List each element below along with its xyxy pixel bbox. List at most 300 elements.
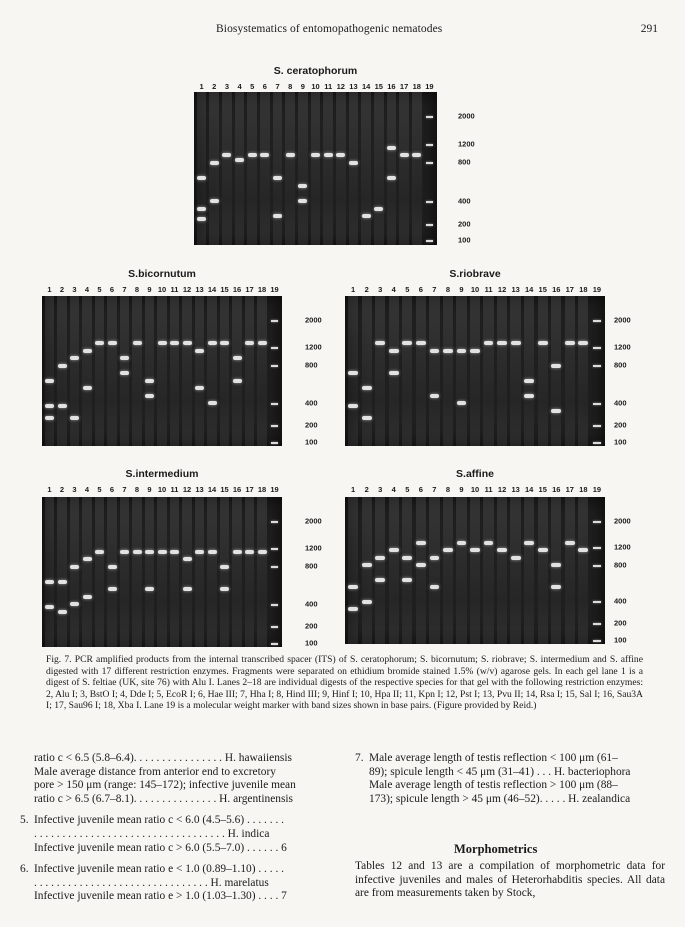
lane-number: 1 [199, 82, 204, 91]
lane-number: 10 [157, 285, 167, 294]
size-marker-label: 2000 [305, 315, 322, 325]
lane-number: 6 [109, 485, 115, 494]
gel-band [245, 341, 254, 345]
lane-number: 15 [374, 82, 383, 91]
gel-band [45, 416, 54, 420]
gel-band [470, 548, 480, 552]
gel-lane [220, 296, 230, 446]
gel-lane [551, 296, 561, 446]
lane-number: 6 [109, 285, 115, 294]
lane-number: 2 [364, 485, 369, 494]
gel-lane [232, 296, 242, 446]
lane-number: 12 [336, 82, 345, 91]
marker-band [593, 425, 601, 427]
gel-band [210, 199, 219, 203]
gel-lane [387, 92, 397, 245]
gel-lane [195, 296, 205, 446]
gel-lane [45, 296, 55, 446]
size-marker-label: 1200 [614, 542, 631, 552]
gel-lane [132, 296, 142, 446]
gel-band [95, 550, 104, 554]
lane-number: 7 [432, 485, 437, 494]
lane-number: 8 [134, 485, 140, 494]
lane-number: 19 [270, 285, 279, 294]
size-marker-label: 100 [614, 437, 627, 446]
lane-number: 18 [579, 285, 588, 294]
marker-band [271, 442, 278, 444]
gel-lane [443, 497, 453, 644]
gel-band [258, 550, 267, 554]
gel-lane [336, 92, 346, 245]
gel-band [402, 556, 412, 560]
gel-band [45, 404, 54, 408]
lane-number: 17 [245, 485, 254, 494]
gel-band [362, 214, 371, 218]
lane-number: 10 [470, 285, 480, 294]
gel-band [222, 153, 231, 157]
gel-band [95, 341, 104, 345]
gel-band [120, 371, 129, 375]
gel-band [58, 404, 67, 408]
gel-band [484, 341, 494, 345]
lane-number: 5 [97, 285, 102, 294]
lane-number: 18 [257, 485, 267, 494]
size-marker-label: 2000 [614, 516, 631, 526]
gel-lane [510, 497, 520, 644]
lane-number: 7 [432, 285, 437, 294]
gel-lane [524, 497, 534, 644]
lane-number: 8 [134, 285, 140, 294]
lane-number: 9 [459, 285, 464, 294]
lane-number: 17 [565, 285, 574, 294]
gel-lane [429, 497, 439, 644]
gel-band [470, 349, 480, 353]
gel-lane [145, 497, 155, 647]
marker-band [426, 144, 433, 146]
figure-caption: Fig. 7. PCR amplified products from the internal transcribed spacer (ITS) of S. ceratophorum; S. bicornutum; S. riobrave; S. intermedium and S. affine digested with 17 different restriction enzymes. Fragments were separated on ethidium bromide stained 1.5% (w/v) agarose gels. In each gel lane 1 is a digest of S. feltiae (UK, site 76) with Alu I. Lanes 2–18 are individual digests of the respective species for that gel with the following restriction enzymes: 2, Alu I; 3, BstO I; 4, Dde I; 5, EcoR I; 6, Hae III; 7, Hha I; 8, Hind III; 9, Hinf I; 10, Hpa II; 11, Kpn I; 12, Pst I; 13, Pvu II; 14, Rsa I; 15, Sal I; 16, Sau3A I; 17, Sau96 I; 18, Xba I. Lane 19 is a molecular weight marker with band sizes shown in base pairs. (Figure provided by Reid.) [46, 654, 643, 712]
gel-lane [470, 296, 480, 446]
key-line: Infective juvenile mean ratio c > 6.0 (5.5–7.0) . . . . . . 6 [34, 841, 287, 854]
gel-lane [497, 296, 507, 446]
gel-band [220, 341, 229, 345]
key-line: Infective juvenile mean ratio e < 1.0 (0.89–1.10) . . . . . [34, 863, 284, 876]
key-line: ratio c < 6.5 (5.8–6.4). . . . . . . . . . . . . . . . H. hawaiiensis [34, 752, 292, 764]
gel-band [416, 563, 426, 567]
key-couplet-5 [20, 814, 355, 828]
gel-lane [362, 497, 372, 644]
gel-lane [157, 497, 167, 647]
marker-band [271, 320, 278, 322]
lane-number: 5 [405, 285, 410, 294]
lane-number: 11 [324, 82, 333, 91]
marker-band [593, 403, 601, 405]
gel-lane [374, 92, 384, 245]
gel-band [197, 207, 206, 211]
lane-numbers [194, 82, 437, 92]
gel-band [416, 341, 426, 345]
gel-band [197, 217, 206, 221]
gel-band [375, 556, 385, 560]
lane-number: 8 [445, 285, 450, 294]
gel-band [538, 548, 548, 552]
key-couplet-7 [355, 752, 665, 766]
gel-band [551, 364, 561, 368]
gel-band [273, 176, 282, 180]
lane-number: 16 [552, 285, 561, 294]
gel-lane [578, 296, 588, 446]
gel-band [83, 349, 92, 353]
lane-number: 12 [182, 485, 192, 494]
gel-band [497, 548, 507, 552]
gel-band [565, 541, 575, 545]
panel-title: S.bicornutum [128, 268, 196, 280]
size-marker-label: 400 [458, 196, 471, 206]
gel-lane [182, 497, 192, 647]
couplet-number: 5. [20, 814, 29, 827]
lane-numbers [345, 285, 605, 295]
lane-number: 5 [405, 485, 410, 494]
couplet-number: 6. [20, 863, 29, 876]
lane-number: 13 [349, 82, 358, 91]
gel-lane [389, 497, 399, 644]
gel-band [389, 548, 399, 552]
lane-number: 7 [122, 285, 127, 294]
lane-number: 1 [351, 485, 356, 494]
lane-number: 13 [511, 485, 520, 494]
gel-lane [578, 497, 588, 644]
gel-band [158, 341, 167, 345]
gel-band [120, 356, 129, 360]
gel-lane [456, 296, 466, 446]
lane-number: 9 [300, 82, 305, 91]
gel-band [70, 356, 79, 360]
size-marker-label: 800 [458, 157, 471, 167]
lane-number: 6 [418, 485, 423, 494]
lane-number: 14 [207, 485, 217, 494]
section-title: Morphometrics [454, 842, 538, 856]
gel-band [511, 556, 521, 560]
gel-lane [285, 92, 295, 245]
key-line: Infective juvenile mean ratio e > 1.0 (1.03–1.30) . . . . 7 [34, 890, 287, 903]
gel-lane [257, 497, 267, 647]
gel-lane [170, 296, 180, 446]
gel-lane [220, 497, 230, 647]
gel-band [183, 557, 192, 561]
gel-band [511, 341, 521, 345]
gel-band [70, 565, 79, 569]
lane-number: 13 [511, 285, 520, 294]
gel-lane [298, 92, 308, 245]
gel-band [551, 585, 561, 589]
gel-band [195, 550, 204, 554]
gel-band [443, 548, 453, 552]
gel-band [430, 556, 440, 560]
lane-number: 4 [391, 485, 396, 494]
lane-number: 4 [84, 285, 90, 294]
section-paragraph: Tables 12 and 13 are a compilation of morphometric data for infective juveniles and males of Heterorhabditis species. All data are from measurements taken by Stock, [355, 860, 665, 900]
gel-lane [157, 296, 167, 446]
gel-lane [348, 497, 358, 644]
lane-number: 15 [220, 485, 229, 494]
key-line: . . . . . . . . . . . . . . . . . . . . . . . . . . . . . . . . . . H. indica [34, 827, 270, 840]
gel-band [120, 550, 129, 554]
panel-title: S. ceratophorum [273, 65, 358, 77]
lane-number: 15 [220, 285, 229, 294]
key-line: 89); spicule length < 45 μm (31–41) . . . H. bacteriophora [369, 765, 631, 778]
gel-lane [311, 92, 321, 245]
gel-band [348, 371, 358, 375]
gel-band [565, 341, 575, 345]
lane-number: 5 [250, 82, 255, 91]
lane-numbers [42, 285, 282, 295]
size-marker-label: 200 [614, 618, 627, 628]
lane-number: 4 [391, 285, 396, 294]
gel-lane [443, 296, 453, 446]
marker-band [426, 201, 433, 203]
lane-number: 16 [552, 485, 561, 494]
size-marker-label: 800 [614, 360, 627, 370]
gel-band [233, 550, 242, 554]
gel-lane [565, 296, 575, 446]
gel-band [83, 595, 92, 599]
lane-number: 9 [147, 485, 152, 494]
page-number: 291 [640, 23, 658, 35]
lane-number: 15 [538, 485, 547, 494]
lane-number: 8 [288, 82, 293, 91]
gel-lane [70, 497, 80, 647]
gel-lane [95, 296, 105, 446]
marker-band [271, 643, 278, 645]
gel-band [220, 587, 229, 591]
lane-number: 3 [72, 285, 77, 294]
gel-band [286, 153, 295, 157]
lane-number: 18 [412, 82, 421, 91]
lane-number: 11 [170, 285, 179, 294]
size-marker-label: 1200 [305, 342, 322, 352]
size-marker-label: 400 [614, 398, 627, 407]
gel-band [443, 349, 453, 353]
marker-band [593, 320, 601, 322]
gel-band [457, 401, 467, 405]
gel-band [83, 557, 92, 561]
lane-number: 19 [592, 485, 602, 494]
lane-number: 17 [565, 485, 574, 494]
lane-number: 4 [84, 485, 90, 494]
gel-lane [429, 296, 439, 446]
gel-lane [349, 92, 359, 245]
lane-number: 10 [311, 82, 320, 91]
gel-band [524, 394, 534, 398]
gel-band [195, 349, 204, 353]
gel-band [298, 184, 307, 188]
gel-band [183, 341, 192, 345]
gel-lane [82, 296, 92, 446]
gel-lane [95, 497, 105, 647]
gel-lane [412, 92, 422, 245]
gel-lane [565, 497, 575, 644]
gel-band [412, 153, 421, 157]
gel-lane [245, 497, 255, 647]
gel-band [45, 605, 54, 609]
lane-number: 18 [257, 285, 267, 294]
lane-number: 3 [72, 485, 77, 494]
key-line: Male average length of testis reflection < 100 μm (61– [369, 752, 618, 764]
gel-lane [222, 92, 232, 245]
gel-lane [551, 497, 561, 644]
gel-lane [273, 92, 283, 245]
size-marker-label: 1200 [305, 543, 322, 553]
gel-band [375, 578, 385, 582]
size-marker-label: 100 [458, 235, 471, 245]
gel-band [402, 341, 412, 345]
lane-number: 2 [364, 285, 369, 294]
gel-band [551, 563, 561, 567]
gel-lane [416, 497, 426, 644]
gel-band [324, 153, 333, 157]
gel-band [578, 548, 588, 552]
gel-band [400, 153, 409, 157]
marker-band [271, 365, 278, 367]
lane-number: 8 [445, 485, 450, 494]
lane-number: 16 [232, 485, 242, 494]
lane-number: 9 [147, 285, 152, 294]
lane-number: 12 [497, 285, 507, 294]
gel-lane [257, 296, 267, 446]
lane-number: 17 [399, 82, 409, 91]
gel-lane [57, 296, 67, 446]
gel-band [362, 563, 372, 567]
lane-number: 14 [361, 82, 371, 91]
size-marker-label: 800 [305, 360, 318, 370]
lane-number: 17 [245, 285, 254, 294]
gel-band [484, 541, 494, 545]
lane-number: 18 [579, 485, 588, 494]
gel-band [183, 587, 192, 591]
marker-band [593, 601, 601, 603]
gel-lane [538, 296, 548, 446]
lane-number: 10 [157, 485, 167, 494]
gel-band [208, 550, 217, 554]
gel-band [258, 341, 267, 345]
gel-band [248, 153, 257, 157]
gel-lane [483, 296, 493, 446]
gel-lane [247, 92, 257, 245]
lane-number: 11 [170, 485, 179, 494]
lane-number: 15 [538, 285, 547, 294]
marker-band [593, 521, 601, 523]
gel-lane [260, 92, 270, 245]
gel-lane [323, 92, 333, 245]
key-couplet-6 [20, 863, 355, 877]
gel-lane [375, 497, 385, 644]
gel-band [348, 607, 358, 611]
gel-band [430, 349, 440, 353]
gel-band [538, 341, 548, 345]
lane-numbers [345, 485, 605, 495]
lane-number: 3 [224, 82, 229, 91]
gel-lane [82, 497, 92, 647]
running-header [0, 20, 685, 36]
gel-band [170, 341, 179, 345]
gel-band [83, 386, 92, 390]
gel-lane [207, 296, 217, 446]
gel-lane [207, 497, 217, 647]
gel-band [524, 541, 534, 545]
size-marker-label: 200 [614, 420, 627, 430]
size-marker-label: 100 [305, 437, 318, 446]
gel-band [145, 587, 154, 591]
gel-band [362, 600, 372, 604]
gel-band [210, 161, 219, 165]
gel-lane [57, 497, 67, 647]
gel-band [387, 176, 396, 180]
lane-number: 3 [378, 285, 383, 294]
gel-lane [402, 296, 412, 446]
gel-band [389, 371, 399, 375]
gel-band [375, 341, 385, 345]
gel-lane [182, 296, 192, 446]
marker-band [426, 116, 433, 118]
key-line: Infective juvenile mean ratio c < 6.0 (4.5–5.6) . . . . . . . [34, 814, 284, 827]
gel-lane [195, 497, 205, 647]
gel-lane [70, 296, 80, 446]
lane-number: 1 [351, 285, 356, 294]
gel-image [42, 296, 282, 446]
gel-lane [107, 497, 117, 647]
key-line: Male average length of testis reflection > 100 μm (88– [369, 779, 618, 792]
gel-band [208, 341, 217, 345]
gel-lane [132, 497, 142, 647]
couplet-number: 7. [355, 752, 364, 764]
gel-band [108, 341, 117, 345]
gel-band [497, 341, 507, 345]
gel-band [197, 176, 206, 180]
gel-band [233, 356, 242, 360]
lane-number: 14 [524, 485, 534, 494]
marker-band [271, 604, 278, 606]
lane-number: 2 [59, 485, 65, 494]
gel-band [70, 602, 79, 606]
size-marker-label: 800 [305, 561, 318, 571]
gel-lane [510, 296, 520, 446]
gel-lane [245, 296, 255, 446]
gel-image [345, 296, 605, 446]
lane-number: 7 [275, 82, 280, 91]
gel-lane [209, 92, 219, 245]
gel-lane [375, 296, 385, 446]
gel-band [402, 578, 412, 582]
gel-lane [456, 497, 466, 644]
gel-band [524, 379, 534, 383]
gel-band [145, 550, 154, 554]
gel-lane [524, 296, 534, 446]
gel-lane [362, 296, 372, 446]
gel-lane [107, 296, 117, 446]
lane-numbers [42, 485, 282, 495]
size-marker-label: 2000 [614, 315, 631, 325]
gel-lane [145, 296, 155, 446]
gel-band [58, 580, 67, 584]
marker-band [593, 623, 601, 625]
marker-band [271, 521, 278, 523]
gel-band [273, 214, 282, 218]
marker-band [271, 548, 278, 550]
gel-band [233, 379, 242, 383]
marker-band [426, 240, 433, 242]
gel-band [416, 541, 426, 545]
gel-band [578, 341, 588, 345]
lane-number: 1 [47, 285, 52, 294]
